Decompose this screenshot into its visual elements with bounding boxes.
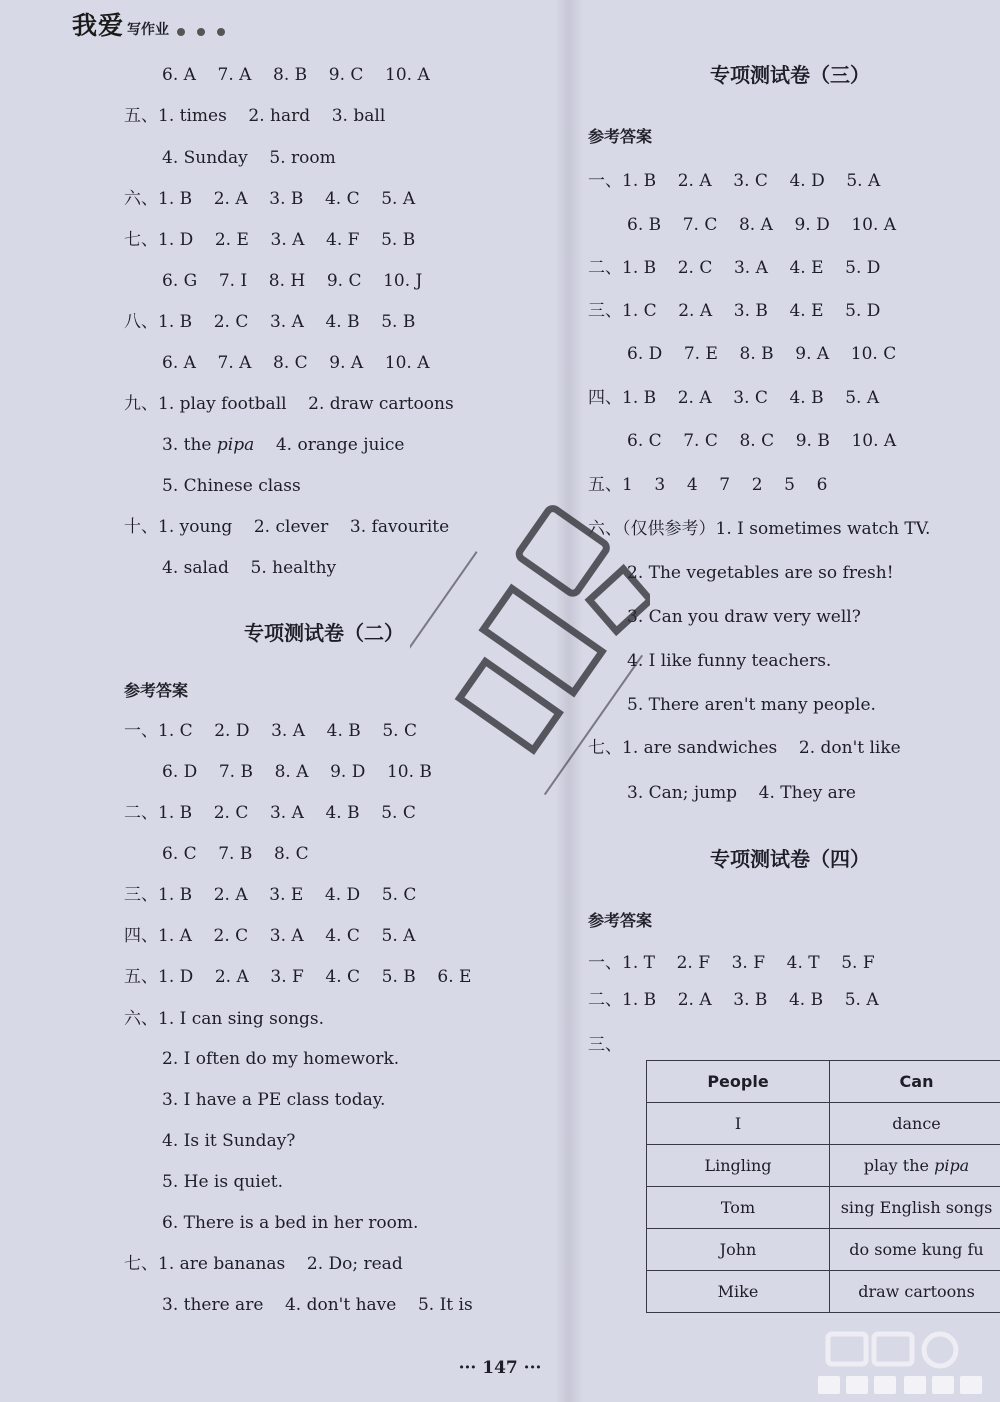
answer-line — [162, 435, 405, 455]
answer-line: 四、1. A 2. C 3. A 4. C 5. A — [124, 926, 416, 946]
answer-line: 三、1. C 2. A 3. B 4. E 5. D — [588, 301, 881, 321]
answer-line: 6. D 7. E 8. B 9. A 10. C — [627, 344, 897, 364]
table-cell: draw cartoons — [830, 1271, 1000, 1313]
answer-fragment: 3. the — [162, 435, 217, 455]
table-cell: Lingling — [647, 1145, 830, 1187]
page-number: ··· 147 ··· — [458, 1358, 542, 1378]
answer-line: 6. D 7. B 8. A 9. D 10. B — [162, 762, 432, 782]
table-cell: John — [647, 1229, 830, 1271]
table-row — [647, 1271, 1000, 1313]
table-cell: do some kung fu — [830, 1229, 1000, 1271]
answer-line: 五、1 3 4 7 2 5 6 — [588, 475, 828, 495]
section-heading: 专项测试卷（四） — [710, 847, 870, 871]
answer-line: 六、（仅供参考）1. I sometimes watch TV. — [588, 519, 931, 539]
table-cell: dance — [830, 1103, 1000, 1145]
answer-line: 二、1. B 2. C 3. A 4. E 5. D — [588, 258, 881, 278]
section-subheading: 参考答案 — [588, 911, 653, 930]
answer-line: 3. I have a PE class today. — [162, 1090, 386, 1110]
page-fold-shadow — [555, 0, 583, 1402]
table-cell: Tom — [647, 1187, 830, 1229]
answer-line: 4. Sunday 5. room — [162, 148, 336, 168]
table-cell: Mike — [647, 1271, 830, 1313]
answer-line: 3. Can you draw very well? — [627, 607, 861, 627]
answer-line: 6. A 7. A 8. C 9. A 10. A — [162, 353, 430, 373]
answer-line: 三、1. B 2. A 3. E 4. D 5. C — [124, 885, 417, 905]
answer-line: 一、1. B 2. A 3. C 4. D 5. A — [588, 171, 881, 191]
answer-line: 4. Is it Sunday? — [162, 1131, 296, 1151]
answer-line: 4. I like funny teachers. — [627, 651, 832, 671]
section-heading: 专项测试卷（三） — [710, 63, 870, 87]
table-cell — [830, 1145, 1000, 1187]
answer-line: 5. He is quiet. — [162, 1172, 284, 1192]
answer-line: 6. C 7. C 8. C 9. B 10. A — [627, 431, 897, 451]
answer-line: 七、1. D 2. E 3. A 4. F 5. B — [124, 230, 416, 250]
answer-line: 四、1. B 2. A 3. C 4. B 5. A — [588, 388, 880, 408]
section-subheading: 参考答案 — [588, 127, 653, 146]
section-heading: 专项测试卷（二） — [244, 621, 404, 645]
table-cell-italic: pipa — [934, 1156, 970, 1175]
answer-line: 4. salad 5. healthy — [162, 558, 337, 578]
table-header-cell: Can — [830, 1061, 1000, 1103]
answer-fragment: 4. orange juice — [254, 435, 405, 455]
answer-line: 3. Can; jump 4. They are — [627, 783, 856, 803]
answer-line: 6. G 7. I 8. H 9. C 10. J — [162, 271, 423, 291]
answer-line: 五、1. D 2. A 3. F 4. C 5. B 6. E — [124, 967, 472, 987]
table-row — [647, 1229, 1000, 1271]
answer-line: 五、1. times 2. hard 3. ball — [124, 106, 386, 126]
answer-line: 6. B 7. C 8. A 9. D 10. A — [627, 215, 897, 235]
answer-line: 七、1. are bananas 2. Do; read — [124, 1254, 403, 1274]
answer-line: 一、1. T 2. F 3. F 4. T 5. F — [588, 953, 875, 973]
brand-subtitle: 写作业 — [127, 22, 170, 38]
table-row — [647, 1103, 1000, 1145]
answer-line: 3. there are 4. don't have 5. It is — [162, 1295, 473, 1315]
people-can-table — [646, 1060, 1000, 1313]
answer-line: 三、 — [588, 1035, 622, 1055]
answer-line: 2. The vegetables are so fresh! — [627, 563, 894, 583]
answer-line: 十、1. young 2. clever 3. favourite — [124, 517, 450, 537]
table-row — [647, 1145, 1000, 1187]
answer-line: 七、1. are sandwiches 2. don't like — [588, 738, 901, 758]
answer-line: 六、1. B 2. A 3. B 4. C 5. A — [124, 189, 416, 209]
answer-line: 八、1. B 2. C 3. A 4. B 5. B — [124, 312, 416, 332]
table-header-row — [647, 1061, 1000, 1103]
table-cell-text: play the — [863, 1156, 935, 1175]
table-cell: sing English songs — [830, 1187, 1000, 1229]
brand-header — [72, 8, 225, 42]
answer-line: 5. There aren't many people. — [627, 695, 876, 715]
table-header-cell: People — [647, 1061, 830, 1103]
answer-line: 6. A 7. A 8. B 9. C 10. A — [162, 65, 430, 85]
corner-logo-icon — [808, 1328, 1000, 1402]
brand-title: 我爱 — [72, 11, 125, 40]
answer-line: 二、1. B 2. A 3. B 4. B 5. A — [588, 990, 879, 1010]
answer-line: 二、1. B 2. C 3. A 4. B 5. C — [124, 803, 416, 823]
answer-line: 六、1. I can sing songs. — [124, 1009, 325, 1029]
answer-line: 2. I often do my homework. — [162, 1049, 400, 1069]
table-row — [647, 1187, 1000, 1229]
table-cell: I — [647, 1103, 830, 1145]
answer-line: 6. C 7. B 8. C — [162, 844, 309, 864]
answer-line: 九、1. play football 2. draw cartoons — [124, 394, 454, 414]
section-subheading: 参考答案 — [124, 681, 189, 700]
answer-line: 6. There is a bed in her room. — [162, 1213, 419, 1233]
answer-line: 5. Chinese class — [162, 476, 301, 496]
answer-fragment-italic: pipa — [216, 435, 255, 455]
answer-line: 一、1. C 2. D 3. A 4. B 5. C — [124, 721, 417, 741]
brand-dots-icon — [177, 28, 225, 36]
